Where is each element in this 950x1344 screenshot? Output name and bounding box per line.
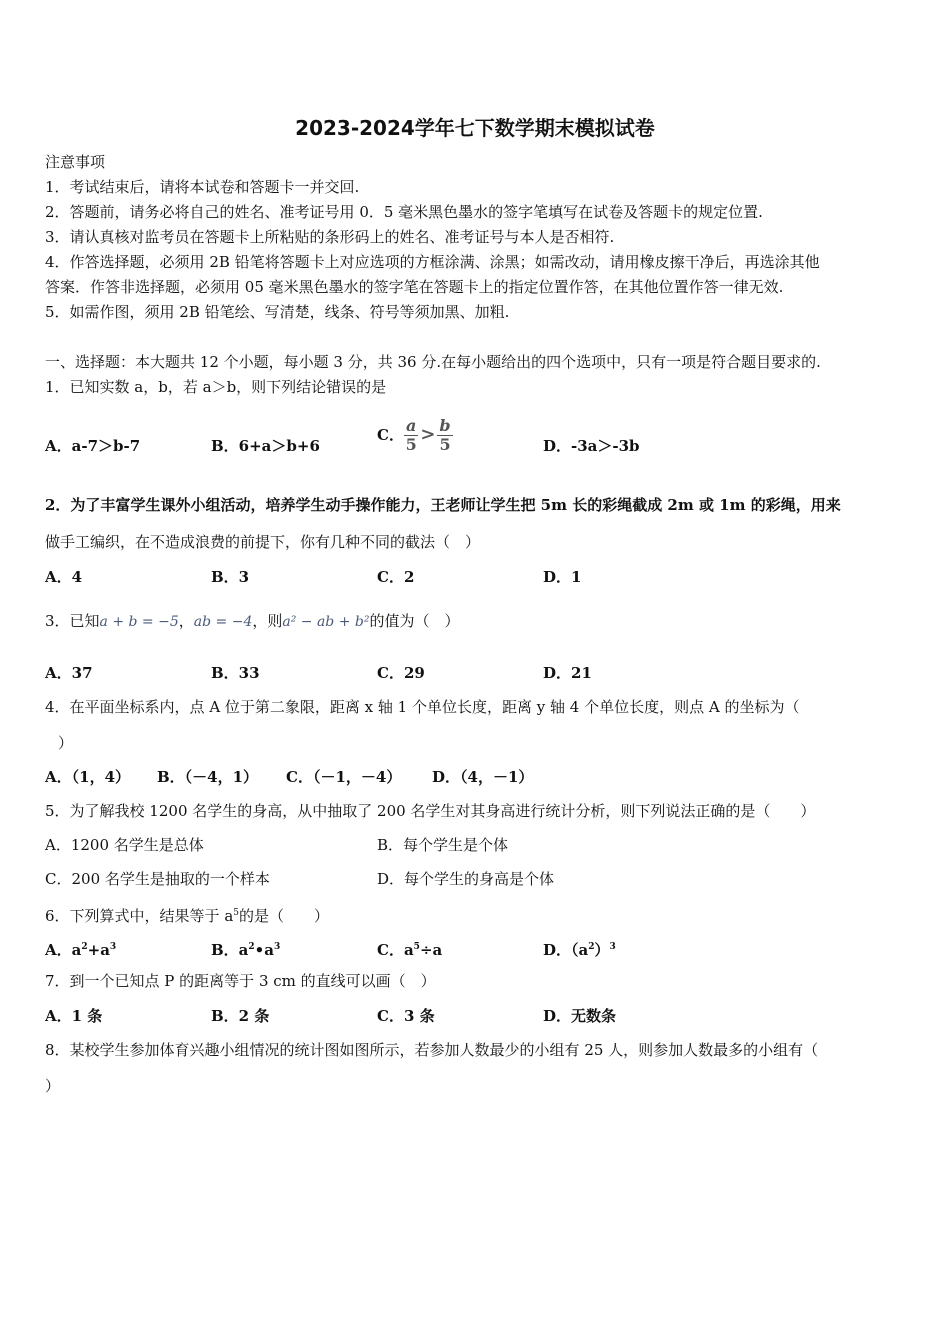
fraction-a-over-5: $\frac{a}{5}$	[405, 415, 417, 454]
question-2-line1: 2．为了丰富学生课外小组活动，培养学生动手操作能力，王老师让学生把 5m 长的彩绳截成 2m 或 1m 的彩绳，用来	[45, 496, 841, 514]
q6-option-d: D．$(a^2)^3$	[543, 941, 616, 959]
q7-option-b: B．2 条	[211, 1007, 270, 1025]
notice-heading: 注意事项	[45, 153, 106, 171]
q2-option-c: C．2	[377, 568, 415, 586]
q4-option-b: B．（－4，1）	[157, 768, 259, 786]
notice-item: 5．如需作图，须用 2B 铅笔绘、写清楚，线条、符号等须加黑、加粗.	[45, 303, 510, 321]
q2-option-d: D．1	[543, 568, 582, 586]
q2-option-b: B．3	[211, 568, 250, 586]
q3-option-c: C．29	[377, 664, 425, 682]
q4-option-c: C．（－1，－4）	[286, 768, 402, 786]
question-8-line1: 8．某校学生参加体育兴趣小组情况的统计图如图所示，若参加人数最少的小组有 25 人，则参加人数最多的小组有（	[45, 1041, 819, 1059]
question-5-stem: 5．为了解我校 1200 名学生的身高，从中抽取了 200 名学生对其身高进行统计分析，则下列说法正确的是（ ）	[45, 802, 816, 820]
q1-option-d: D．-3a＞-3b	[543, 437, 640, 455]
question-3-stem: 3．已知a + b = −5，ab = −4，则a² − ab + b²的值为（ ）	[45, 612, 460, 630]
q3-option-a: A．37	[45, 664, 93, 682]
question-6-stem: 6．下列算式中，结果等于 $a^5$的是（ ）	[45, 907, 330, 925]
notice-item: 3．请认真核对监考员在答题卡上所粘贴的条形码上的姓名、准考证号与本人是否相符.	[45, 228, 615, 246]
q6-option-a: A．$a^2+a^3$	[45, 941, 117, 959]
q6-option-c: C．$a^5\div a$	[377, 941, 443, 959]
q5-option-c: C．200 名学生是抽取的一个样本	[45, 870, 270, 888]
question-8-line2: ）	[45, 1077, 61, 1095]
fraction-b-over-5: $\frac{b}{5}$	[439, 415, 451, 454]
notice-item: 2．答题前，请务必将自己的姓名、准考证号用 0．5 毫米黑色墨水的签字笔填写在试卷及答题卡的规定位置.	[45, 203, 763, 221]
q6-option-b: B．$a^2•a^3$	[211, 941, 281, 959]
question-4-line1: 4．在平面坐标系内，点 A 位于第二象限，距离 x 轴 1 个单位长度，距离 y 轴 4 个单位长度，则点 A 的坐标为（	[45, 698, 800, 716]
math-expr-sum: a + b = −5	[99, 614, 179, 630]
q1-option-a: A．a-7＞b-7	[45, 437, 141, 455]
q4-option-a: A．（1，4）	[45, 768, 131, 786]
question-2-line2: 做手工编织，在不造成浪费的前提下，你有几种不同的截法（ ）	[45, 533, 481, 551]
q5-option-a: A．1200 名学生是总体	[45, 836, 204, 854]
math-expr-target: a² − ab + b²	[282, 614, 370, 630]
q7-option-d: D．无数条	[543, 1007, 617, 1025]
q3-option-d: D．21	[543, 664, 592, 682]
notice-item: 4．作答选择题，必须用 2B 铅笔将答题卡上对应选项的方框涂满、涂黑；如需改动，请用橡皮擦干净后，再选涂其他	[45, 253, 820, 271]
q7-option-c: C．3 条	[377, 1007, 435, 1025]
q5-option-d: D．每个学生的身高是个体	[377, 870, 555, 888]
page-title: 2023-2024学年七下数学期末模拟试卷	[295, 116, 655, 140]
q1-option-b: B．6+a＞b+6	[211, 437, 320, 455]
section-heading: 一、选择题：本大题共 12 个小题，每小题 3 分，共 36 分.在每小题给出的四个选项中，只有一项是符合题目要求的.	[45, 353, 821, 371]
notice-item: 答案．作答非选择题，必须用 05 毫米黑色墨水的签字笔在答题卡上的指定位置作答，在其他位置作答一律无效.	[45, 278, 784, 296]
question-1-stem: 1．已知实数 a，b，若 a＞b，则下列结论错误的是	[45, 378, 387, 396]
q5-option-b: B．每个学生是个体	[377, 836, 509, 854]
q2-option-a: A．4	[45, 568, 83, 586]
q1-option-c: C． $\frac{a}{5}$ > $\frac{b}{5}$	[377, 415, 451, 454]
q3-option-b: B．33	[211, 664, 260, 682]
question-7-stem: 7．到一个已知点 P 的距离等于 3 cm 的直线可以画（ ）	[45, 972, 436, 990]
math-expr-product: ab = −4	[193, 614, 253, 630]
question-4-line2: ）	[58, 734, 74, 752]
q7-option-a: A．1 条	[45, 1007, 103, 1025]
notice-item: 1．考试结束后，请将本试卷和答题卡一并交回.	[45, 178, 360, 196]
q4-option-d: D．（4，－1）	[432, 768, 534, 786]
